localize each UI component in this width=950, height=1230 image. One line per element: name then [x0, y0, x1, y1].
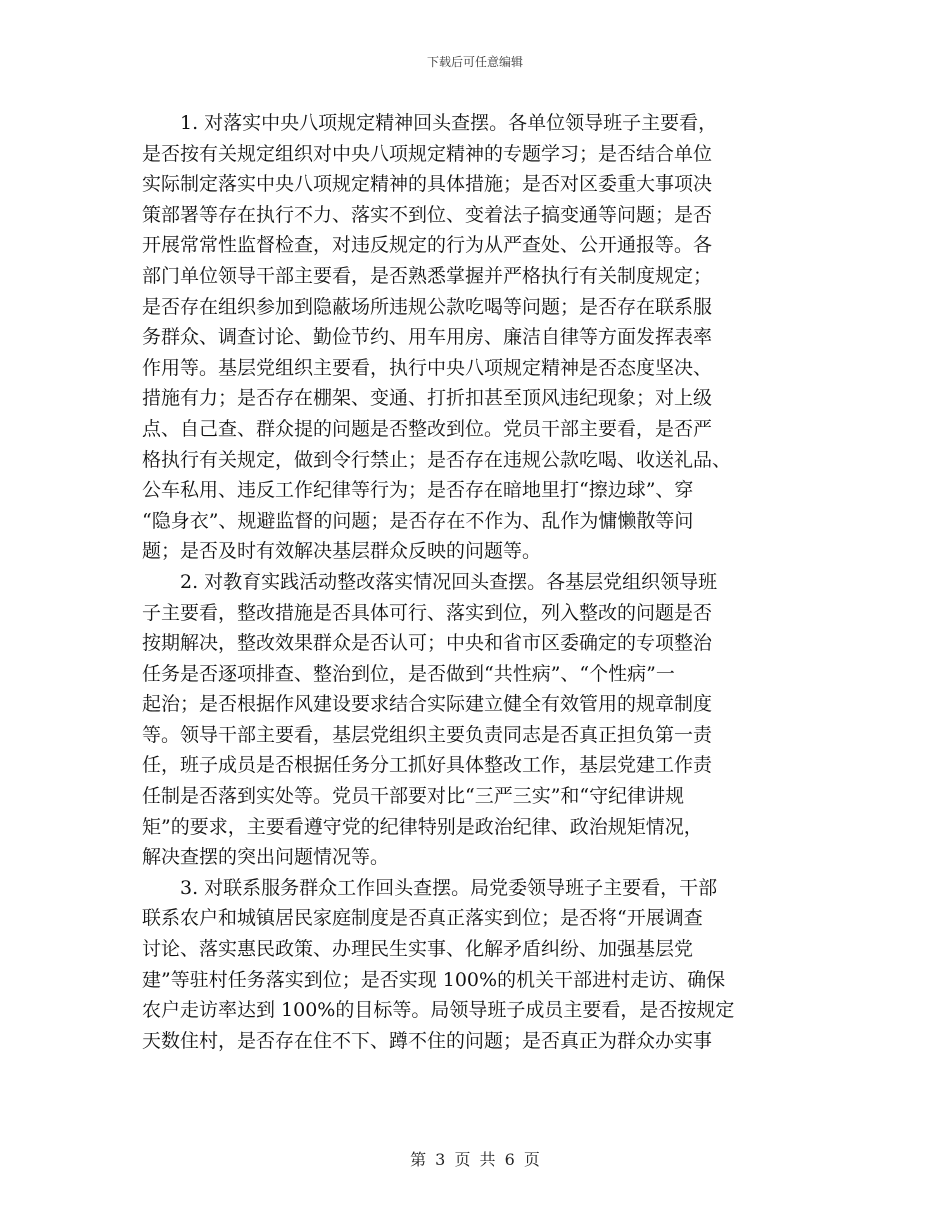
text-line: 措施有力；是否存在棚架、变通、打折扣甚至顶风违纪现象；对上级	[142, 387, 713, 410]
text-line: 天数住村，是否存在住不下、蹲不住的问题；是否真正为群众办实事	[142, 1029, 713, 1052]
text-line: 作用等。基层党组织主要看，执行中央八项规定精神是否态度坚决、	[142, 356, 713, 379]
text-line: 点、自己查、群众提的问题是否整改到位。党员干部主要看，是否严	[142, 417, 713, 440]
text-line: 开展常常性监督检查，对违反规定的行为从严查处、公开通报等。各	[142, 234, 713, 257]
text-line: 务群众、调查讨论、勤俭节约、用车用房、廉洁自律等方面发挥表率	[142, 326, 713, 349]
text-line: 起治；是否根据作风建设要求结合实际建立健全有效管用的规章制度	[142, 693, 713, 716]
text-line: 格执行有关规定，做到令行禁止；是否存在违规公款吃喝、收送礼品、	[142, 448, 732, 471]
text-line: 3. 对联系服务群众工作回头查摆。局党委领导班子主要看，干部	[142, 876, 718, 899]
text-line: 解决查摆的突出问题情况等。	[142, 846, 390, 869]
document-body	[142, 108, 810, 1056]
text-line: “隐身衣”、规避监督的问题；是否存在不作为、乱作为慵懒散等问	[142, 509, 694, 532]
text-line: 策部署等存在执行不力、落实不到位、变着法子搞变通等问题；是否	[142, 203, 713, 226]
text-line: 矩”的要求，主要看遵守党的纪律特别是政治纪律、政治规矩情况，	[142, 815, 703, 838]
text-line: 子主要看，整改措施是否具体可行、落实到位，列入整改的问题是否	[142, 601, 713, 624]
text-line: 建”等驻村任务落实到位；是否实现 100%的机关干部进村走访、确保	[142, 968, 726, 991]
text-line: 题；是否及时有效解决基层群众反映的问题等。	[142, 540, 542, 563]
text-line: 按期解决，整改效果群众是否认可；中央和省市区委确定的专项整治	[142, 632, 713, 655]
page-header-note: 下载后可任意编辑	[426, 55, 523, 69]
text-line: 任制是否落到实处等。党员干部要对比“三严三实”和“守纪律讲规	[142, 785, 685, 808]
text-line: 联系农户和城镇居民家庭制度是否真正落实到位；是否将“开展调查	[142, 907, 703, 930]
text-line: 农户走访率达到 100%的目标等。局领导班子成员主要看，是否按规定	[142, 999, 735, 1022]
text-line: 讨论、落实惠民政策、办理民生实事、化解矛盾纠纷、加强基层党	[142, 938, 694, 961]
text-line: 部门单位领导干部主要看，是否熟悉掌握并严格执行有关制度规定；	[142, 264, 713, 287]
text-line: 1. 对落实中央八项规定精神回头查摆。各单位领导班子主要看，	[142, 112, 718, 134]
text-line: 2. 对教育实践活动整改落实情况回头查摆。各基层党组织领导班	[142, 570, 718, 593]
text-line: 是否存在组织参加到隐蔽场所违规公款吃喝等问题；是否存在联系服	[142, 295, 713, 318]
text-line: 实际制定落实中央八项规定精神的具体措施；是否对区委重大事项决	[142, 173, 713, 196]
text-line: 任，班子成员是否根据任务分工抓好具体整改工作，基层党建工作责	[142, 754, 713, 777]
text-line: 任务是否逐项排查、整治到位，是否做到“共性病”、“个性病”一	[142, 662, 675, 685]
text-line: 是否按有关规定组织对中央八项规定精神的专题学习；是否结合单位	[142, 142, 713, 165]
text-line: 公车私用、违反工作纪律等行为；是否存在暗地里打“擦边球”、穿	[142, 479, 694, 502]
text-line: 等。领导干部主要看，基层党组织主要负责同志是否真正担负第一责	[142, 723, 713, 746]
page-number-footer: 第 3 页 共 6 页	[410, 1150, 540, 1169]
